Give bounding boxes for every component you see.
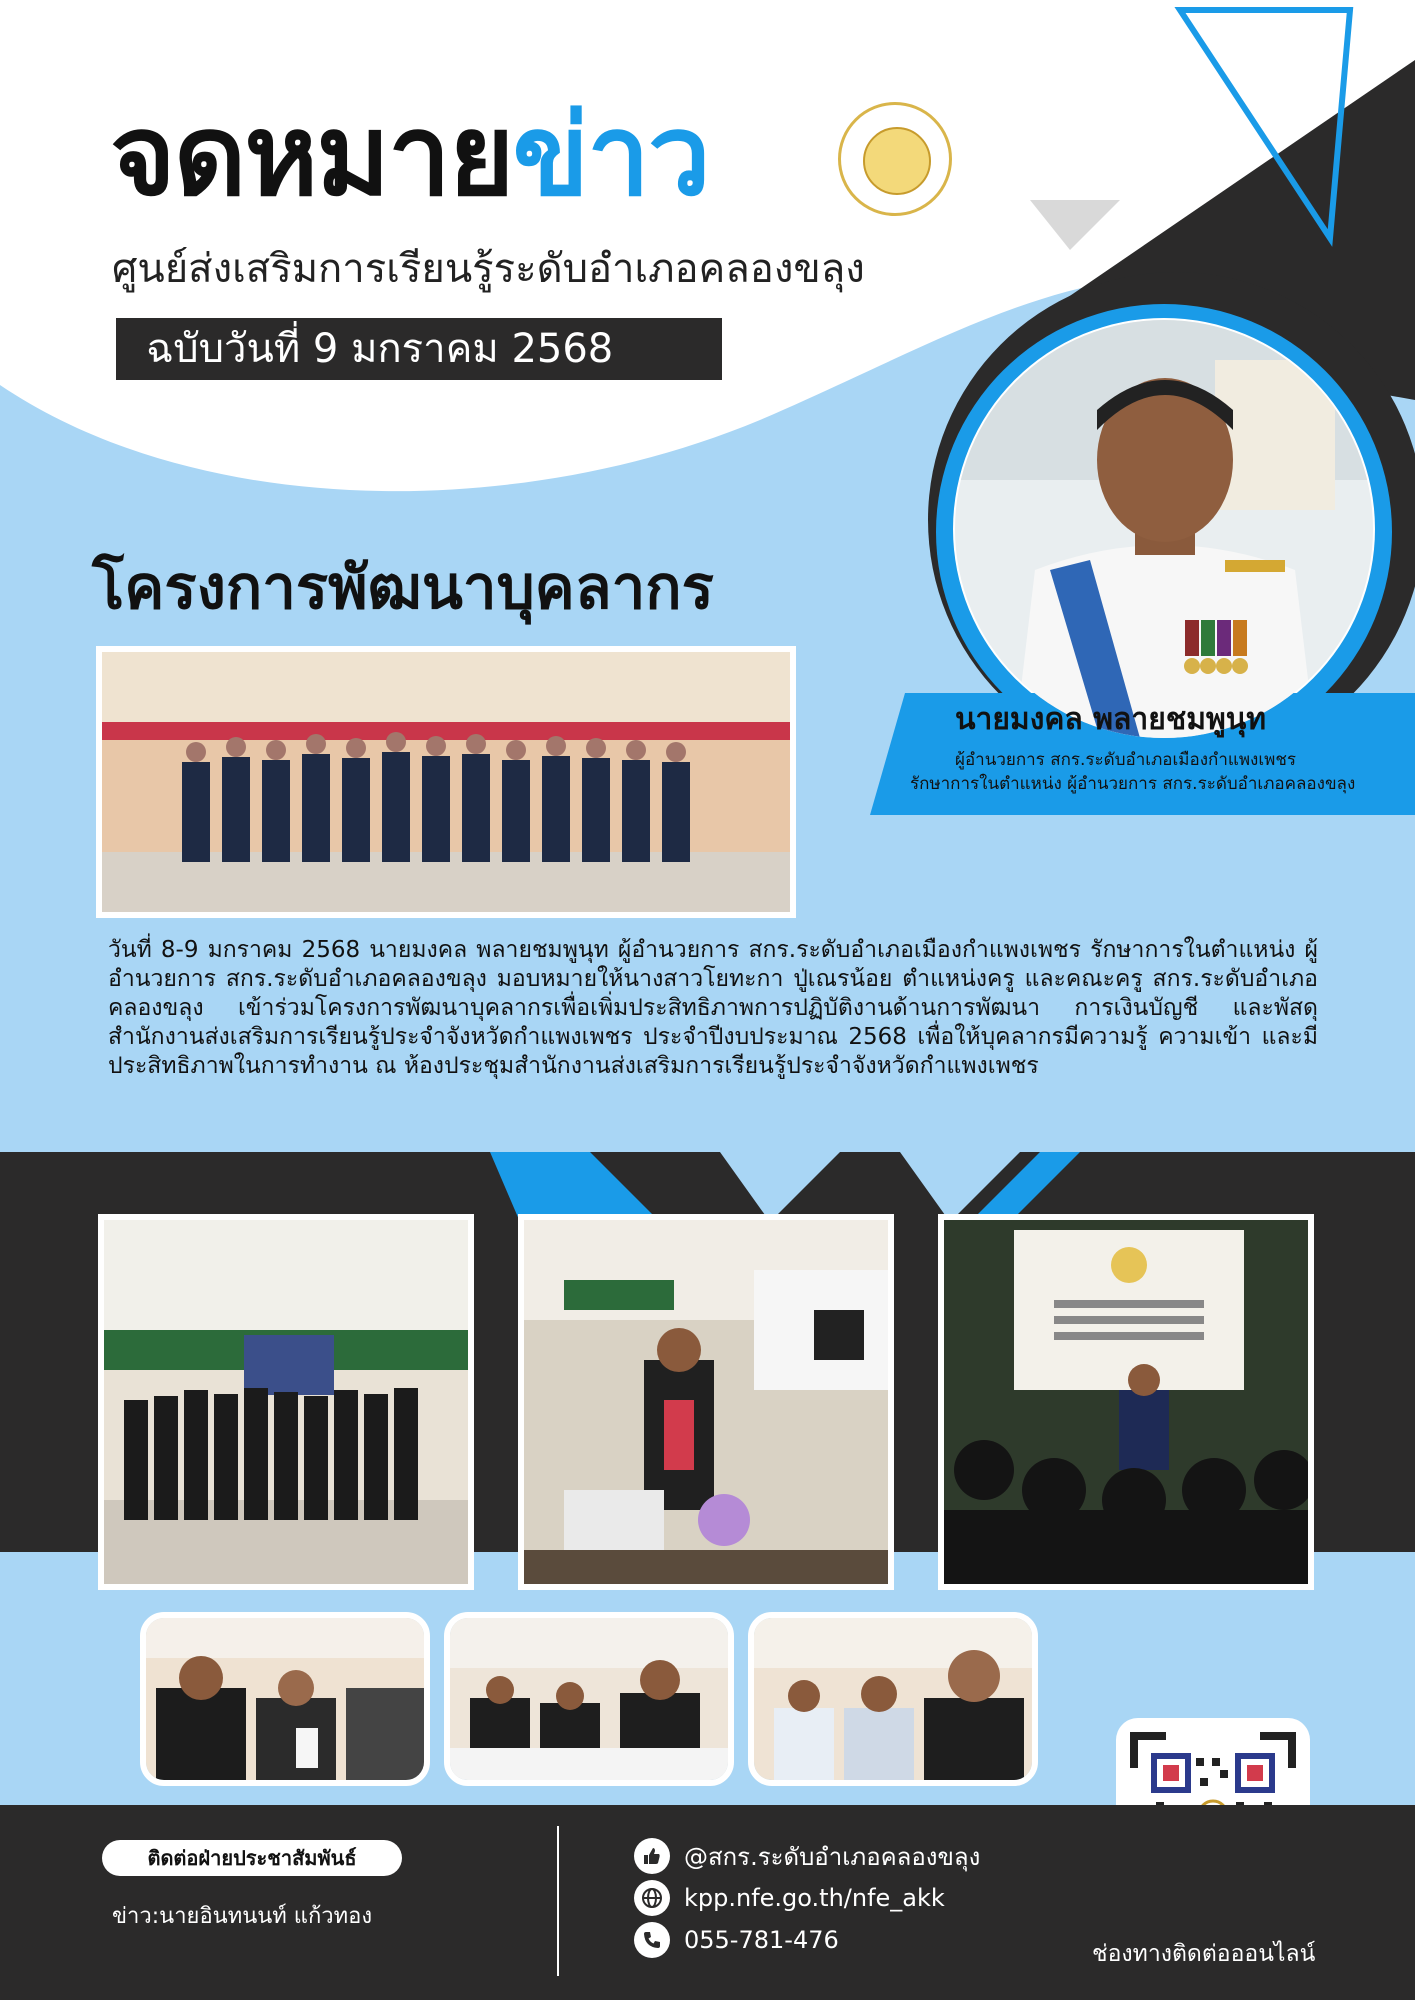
phone-contact[interactable] bbox=[634, 1922, 839, 1958]
gallery-photo-4 bbox=[140, 1612, 430, 1786]
section-title: โครงการพัฒนาบุคลากร bbox=[92, 553, 714, 623]
gallery-photo-3 bbox=[938, 1214, 1314, 1590]
gallery-photo-1 bbox=[98, 1214, 474, 1590]
online-contact-label: ช่องทางติดต่อออนไลน์ bbox=[1092, 1941, 1316, 1967]
newsletter-title bbox=[110, 91, 709, 221]
title-part1: จดหมาย bbox=[110, 91, 513, 221]
newsletter-subtitle: ศูนย์ส่งเสริมการเรียนรู้ระดับอำเภอคลองขลุง bbox=[112, 246, 865, 292]
globe-icon bbox=[634, 1880, 670, 1916]
group-photo-main bbox=[96, 646, 796, 918]
gallery-photo-5 bbox=[444, 1612, 734, 1786]
issue-date: ฉบับวันที่ 9 มกราคม 2568 bbox=[116, 318, 722, 380]
director-name: นายมงคล พลายชมพูนุท bbox=[955, 702, 1267, 737]
director-portrait bbox=[955, 320, 1373, 738]
title-part2: ข่าว bbox=[512, 91, 709, 221]
website-contact[interactable] bbox=[634, 1880, 945, 1916]
organization-seal-icon bbox=[838, 102, 952, 216]
phone-number: 055-781-476 bbox=[684, 1926, 839, 1954]
facebook-contact[interactable] bbox=[634, 1838, 980, 1874]
news-credit: ข่าว:นายอินทนนท์ แก้วทอง bbox=[112, 1904, 373, 1929]
thumbs-up-icon bbox=[634, 1838, 670, 1874]
director-role-line2: รักษาการในตำแหน่ง ผู้อำนวยการ สกร.ระดับอำเภอคลองขลุง bbox=[910, 774, 1356, 794]
pr-contact-label: ติดต่อฝ่ายประชาสัมพันธ์ bbox=[102, 1840, 402, 1876]
director-role-line1: ผู้อำนวยการ สกร.ระดับอำเภอเมืองกำแพงเพชร bbox=[955, 750, 1297, 770]
website-url: kpp.nfe.go.th/nfe_akk bbox=[684, 1884, 945, 1912]
phone-icon bbox=[634, 1922, 670, 1958]
gallery-photo-2 bbox=[518, 1214, 894, 1590]
footer-divider bbox=[557, 1826, 559, 1976]
article-body: วันที่ 8-9 มกราคม 2568 นายมงคล พลายชมพูนุท ผู้อำนวยการ สกร.ระดับอำเภอเมืองกำแพงเพชร รักษาการในตำแหน่ง ผู้อำนวยการ สกร.ระดับอำเภอคลองขลุง มอบหมายให้นางสาวโยทะกา ปู่เณรน้อย ตำแหน่งครู และคณะครู สกร.ระดับอำเภอคลองขลุง เข้าร่วมโครงการพัฒนาบุคลากรเพื่อเพิ่มประสิทธิภาพการปฏิบัติงานด้านการพัฒนา การเงินบัญชี และพัสดุ สำนักงานส่งเสริมการเรียนรู้ประจำจังหวัดกำแพงเพชร ประจำปีงบประมาณ 2568 เพื่อให้บุคลากรมีความรู้ ความเข้า และมีประสิทธิภาพในการทำงาน ณ ห้องประชุมสำนักงานส่งเสริมการเรียนรู้ประจำจังหวัดกำแพงเพชร bbox=[108, 937, 1318, 1079]
facebook-handle: @สกร.ระดับอำเภอคลองขลุง bbox=[684, 1842, 981, 1871]
gallery-photo-6 bbox=[748, 1612, 1038, 1786]
